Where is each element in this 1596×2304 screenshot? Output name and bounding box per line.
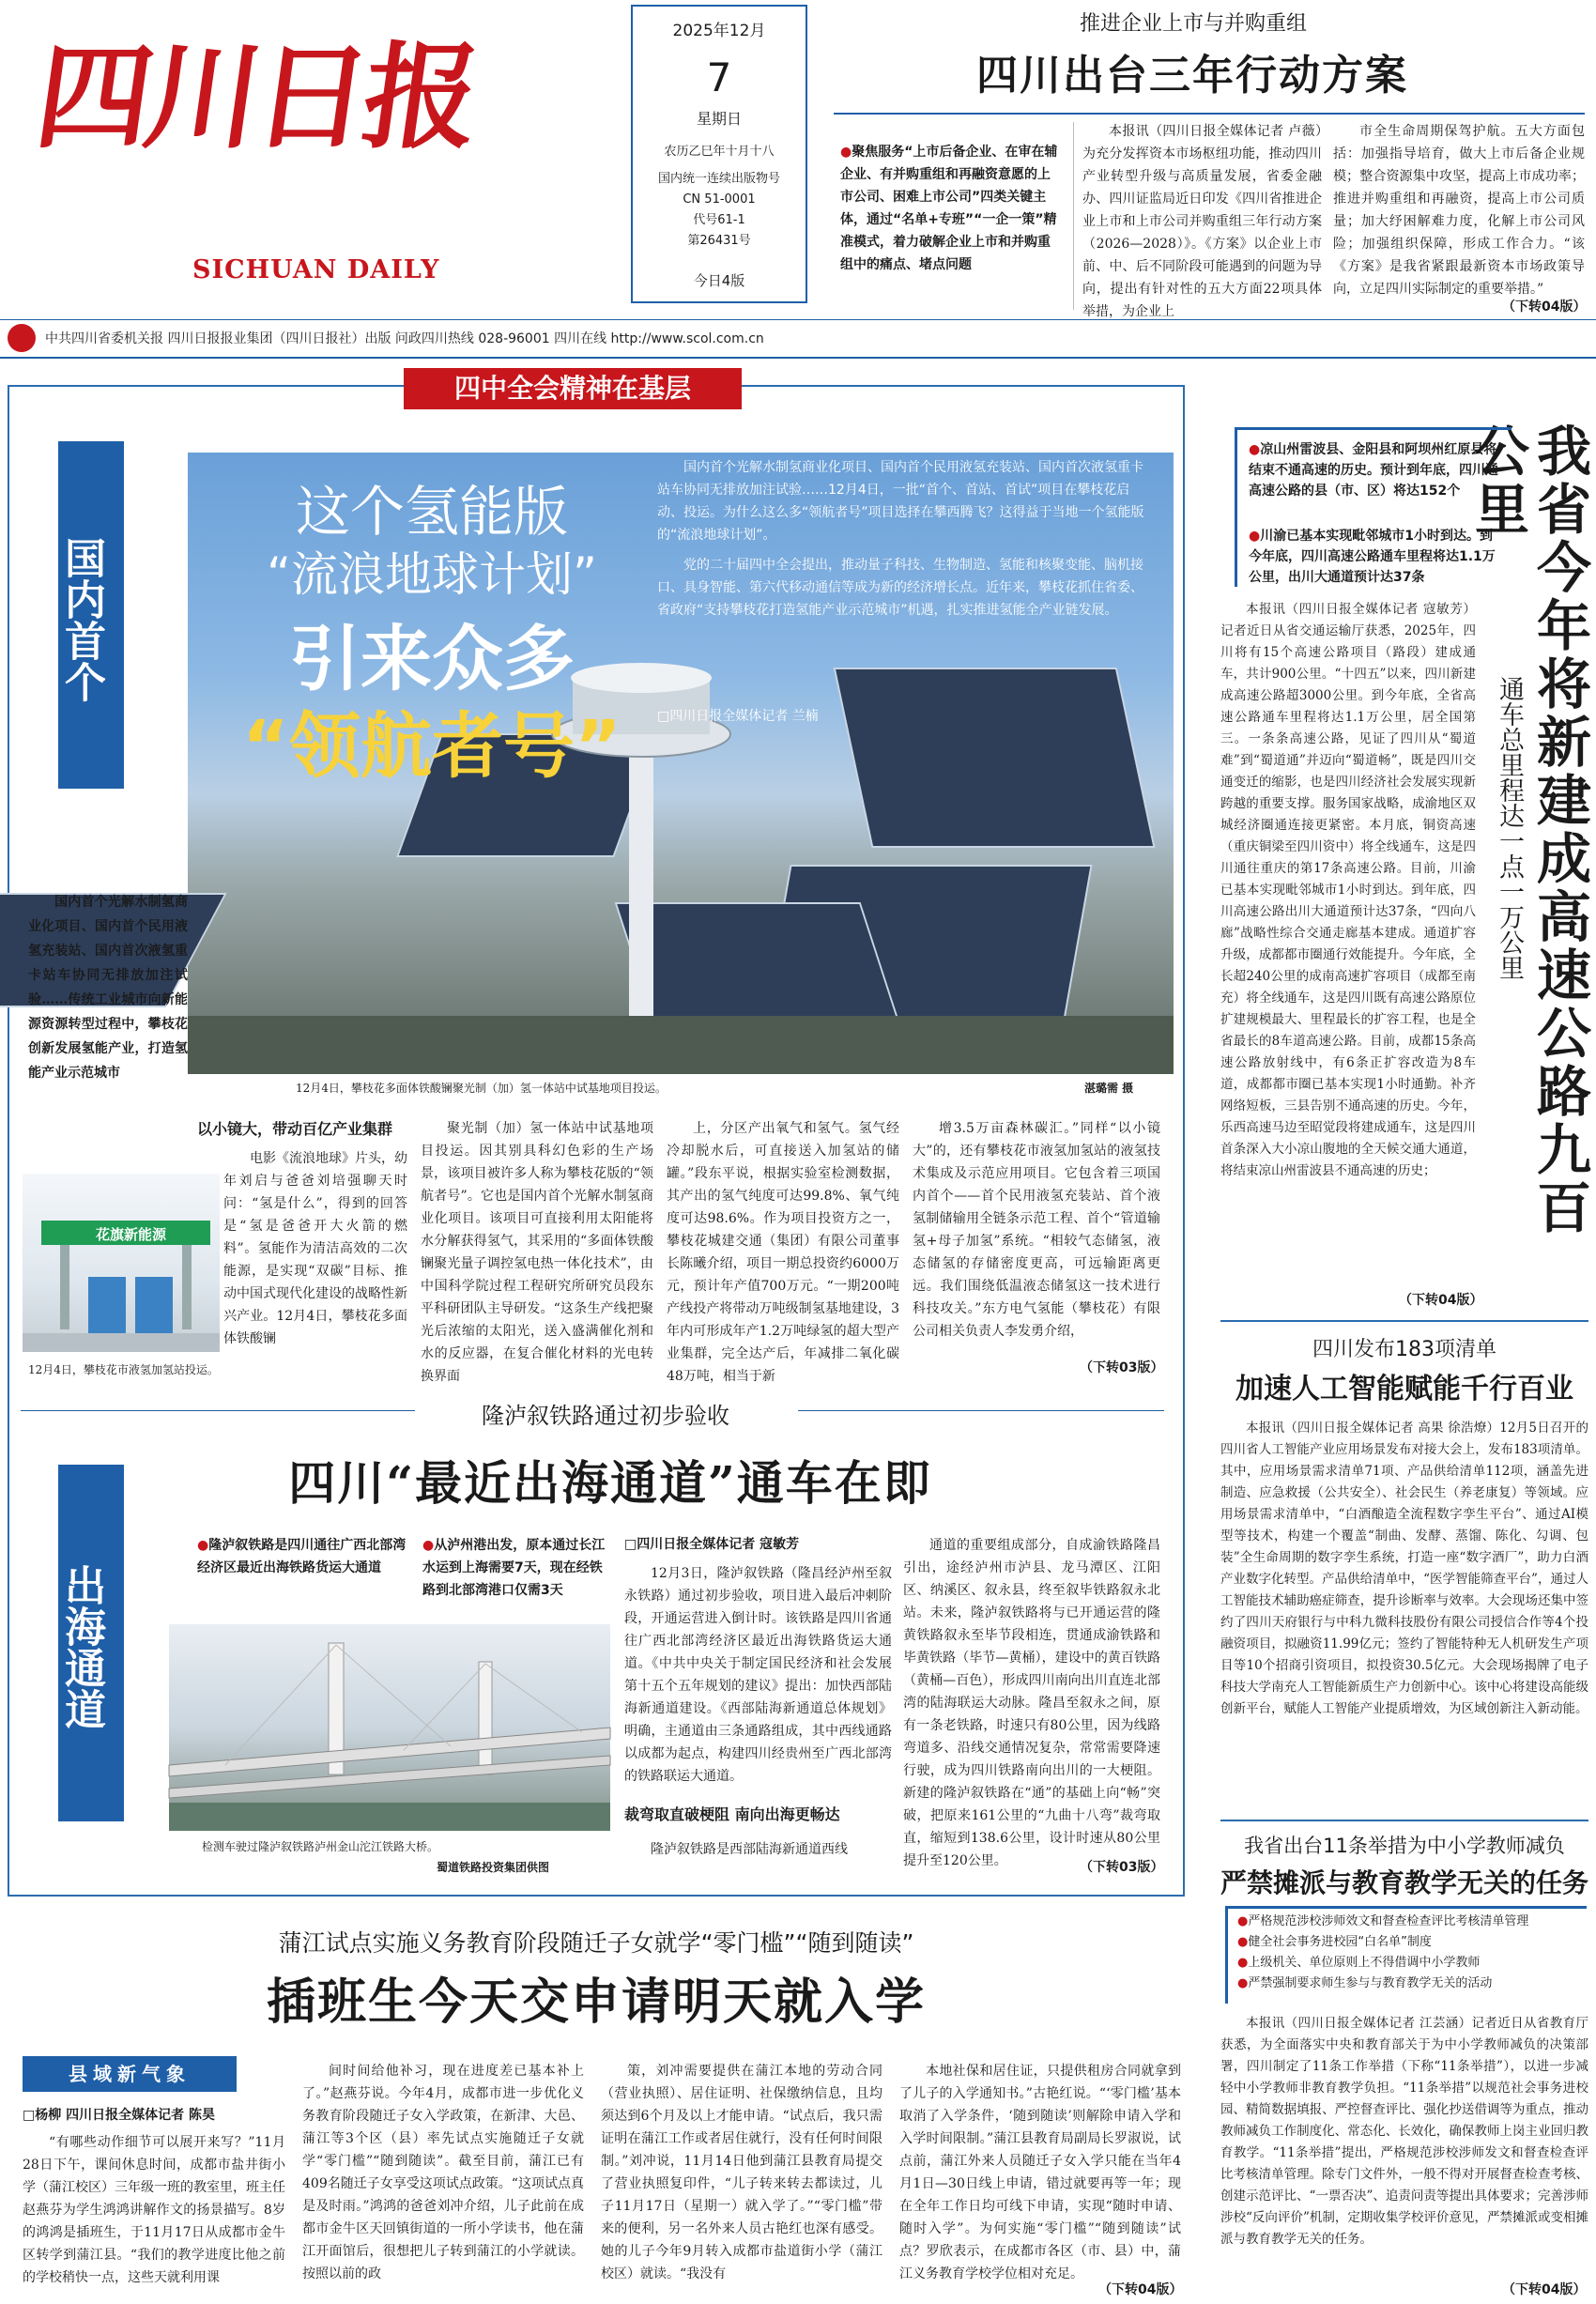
issue-lines: 国内统一连续出版物号 CN 51-0001 代号61-1 第26431号 <box>657 172 780 248</box>
publisher-bar-bottom <box>0 357 1596 359</box>
edu-bullet-2: ●健全社会事务进校园“白名单”制度 <box>1237 1935 1432 1949</box>
feature-byline: □四川日报全媒体记者 兰楠 <box>657 709 819 724</box>
masthead-english: SICHUAN DAILY <box>192 255 440 284</box>
page-count: 今日4版 <box>693 272 745 289</box>
top-story-jump: （下转04版） <box>1502 300 1587 315</box>
expressway-subhead: 通车总里程达一点一万公里 <box>1495 676 1524 980</box>
school-byline: □杨柳 四川日报全媒体记者 陈昊 <box>23 2108 215 2123</box>
date-day: 7 <box>706 54 732 100</box>
school-col-1: “有哪些动作细节可以展开来写？”11月28日下午，课间休息时间，成都市盐井街小学（蒲江校区）三年级一班的教室里，班主任赵燕芬为学生鸿鸿讲解作文的扬景描写。8岁的鸿鸿是插班生，于11月17日从成都市金牛区转学到蒲江县。“我们的教学进度比他之前的学校稍快一点，这些天就利用课 <box>23 2135 285 2285</box>
edu-headline: 严禁摊派与教育教学无关的任务 <box>1220 1867 1589 1898</box>
publisher-logo <box>8 324 36 352</box>
expressway-bullet-2: ●川渝已基本实现毗邻城市1小时到达。到今年底，四川高速公路通车里程将达1.1万公里，出川大通道预计达37条 <box>1249 529 1496 585</box>
top-story-summary: ●聚焦服务“上市后备企业、在审在辅企业、有并购重组和再融资意愿的上市公司、困难上市公司”四类关键主体，通过“名单+专班”“一企一策”精准模式，着力破解企业上市和并购重组中的痛点、堵点问题 <box>840 145 1058 272</box>
railway-photo-caption: 检测车驶过隆泸叙铁路泸州金山沱江铁路大桥。 <box>202 1840 439 1853</box>
railway-side-tag: 出海通道 <box>58 1465 124 1821</box>
school-col-3: 策，刘冲需要提供在蒲江本地的劳动合同（营业执照）、居住证明、社保缴纳信息，且均须达到6个月及以上才能申请。“试点后，我只需证明在蒲江工作或者居住就行，没有任何时间限制。”刘冲说，11月14日他到蒲江县教育局提交了营业执照复印件，“儿子转来转去都读过，儿子11月17日（星期一）就入学了。”“零门槛”带来的便利，另一名外来人员古艳红也深有感受。她的儿子今年9月转入成都市盐道街小学（蒲江校区）就读。“我没有 <box>601 2064 882 2281</box>
station-photo <box>23 1174 220 1352</box>
expressway-body: 本报讯（四川日报全媒体记者 寇敏芳）记者近日从省交通运输厅获悉，2025年，四川将有15个高速公路项目（路段）建成通车，共计900公里。“十四五”以来，四川新建成高速公路超3000公里。到今年底，全省高速公路通车里程将达1.1万公里，居全国第三。一条条高速公路，见证了四川从“蜀道难”到“蜀道通”并迈向“蜀道畅”，既是四川交通变迁的缩影，也是四川经济社会发展实现新跨越的重要支撑。服务国家战略，成渝地区双城经济圈通连接更紧密。本月底，铜资高速（重庆铜梁至四川资中）将全线通车，这是四川通往重庆的第17条高速公路。目前，川渝已基本实现毗邻城市1小时到达。到年底，四川高速公路出川大通道预计达37条，“四向八廊”战略性综合交通走廊基本建成。通道扩容升级，成都都市圈通行效能提升。今年底，全长超240公里的成南高速扩容项目（成都至南充）将全线通车，这是四川既有高速公路原位扩建规模最大、里程最长的扩容工程，也是全省最长的8车道高速公路。目前，成都15条高速公路放射线中，有6条正扩容改造为8车道，成都都市圈已基本实现1小时通勤。补齐网络短板，三县告别不通高速的历史。今年，乐西高速马边至昭觉段将建成通车，这是四川首条深入大小凉山腹地的全天候交通大通道，将结束凉山州雷波县不通高速的历史； <box>1220 602 1476 1178</box>
feature-col-b: 聚光制（加）氢一体站中试基地项目投运。因其别具科幻色彩的生产场景，该项目被许多人称为攀枝花版的“领航者号”。它也是国内首个光解水制氢商业化项目。该项目可直接利用太阳能将水分解获得氢气，其采用的“多面体铁酸镧聚光量子调控氢电热一体化技术”，由中国科学院过程工程研究所研究员段东平科研团队主导研发。“这条生产线把聚光后浓缩的太阳光，送入盛满催化剂和水的反应器，在复合催化材料的光电转换界面 <box>421 1121 653 1384</box>
feature-col-a: 电影《流浪地球》片头，幼年刘启与爸爸刘培强聊天时问：“氢是什么”，得到的回答是“氢是爸爸开大火箭的燃料”。氢能作为清洁高效的二次能源，是实现“双碳”目标、推动中国式现代化建设的战略性新兴产业。12月4日，攀枝花多面体铁酸镧 <box>223 1151 407 1346</box>
station-sign: 花旗新能源 <box>96 1226 167 1243</box>
top-story-col1: 本报讯（四川日报全媒体记者 卢薇）为充分发挥资本市场枢纽功能，推动四川产业转型升级与高质量发展，省委金融办、四川证监局近日印发《四川省推进企业上市和上市公司并购重组三年行动方案（2026—2028）》。《方案》以企业上市前、中、后不同阶段可能遇到的问题为导向，提出有针对性的五大方面22项具体举措，为企业上 <box>1082 124 1322 319</box>
bridge-illustration <box>169 1624 610 1831</box>
expressway-headline: 我省今年将新建成高速公路九百公里 <box>1466 422 1591 1237</box>
publisher-bar-top <box>0 319 1596 320</box>
edu-body: 本报讯（四川日报全媒体记者 江芸涵）记者近日从省教育厅获悉，为全面落实中央和教育部关于为中小学教师减负的决策部署，四川制定了11条工作举措（下称“11条举措”），以进一步减轻中小学教师非教育教学负担。“11条举措”以规范社会事务进校园、精简数据填报、严控督查评比、强化抄送借调等为重点，推动教师减负工作制度化、常态化、长效化，确保教师上岗主业回归教育教学。“11条举措”提出，严格规范涉校涉师发文和督查检查评比考核清单管理。除专门文件外，一般不得对开展督查检查考核、创建示范评比、“一票否决”、追责问责等提出具体要求；完善涉师涉校“反向评价”机制，定期收集学校评价意见，严禁摊派或变相摊派与教育教学无关的任务。 <box>1220 2016 1588 2247</box>
ai-headline: 加速人工智能赋能千行百业 <box>1235 1373 1573 1405</box>
school-headline: 插班生今天交申请明天就入学 <box>266 1974 926 2031</box>
feature-title-4: “领航者号” <box>242 704 622 788</box>
railway-col-2: 通道的重要组成部分，自成渝铁路隆昌引出，途经泸州市泸县、龙马潭区、江阳区、纳溪区、叙永县，终至叙毕铁路叙永北站。未来，隆泸叙铁路将与已开通运营的隆黄铁路叙永至毕节段相连，贯通成渝铁路和毕黄铁路（毕节—黄桶），建设中的黄百铁路（黄桶—百色），形成四川南向出川直连北部湾的陆海联运大动脉。隆昌至叙永之间，原有一条老铁路，时速只有80公里，因为线路弯道多、沿线交通情况复杂，常常需要降速行驶，成为四川铁路南向出川的一大梗阻。新建的隆泸叙铁路在“通”的基础上向“畅”突破，把原来161公里的“九曲十八弯”裁弯取直，缩短到138.6公里，设计时速从80公里提升至120公里。 <box>903 1538 1160 1868</box>
edu-bullet-1: ●严格规范涉校涉师效文和督查检查评比考核清单管理 <box>1237 1914 1529 1928</box>
station-illustration <box>23 1174 220 1352</box>
feature-jump: （下转03版） <box>1080 1360 1164 1375</box>
publisher-line: 中共四川省委机关报 四川日报报业集团（四川日报社）出版 问政四川热线 028-96001 四川在线 http://www.scol.com.cn <box>45 331 764 346</box>
school-col-4: 本地社保和居住证，只提供租房合同就拿到了儿子的入学通知书。”古艳红说。“‘零门槛’基本取消了入学条件，‘随到随读’则解除申请入学和入学时间限制。”蒲江县教育局副局长罗淑说，试点前，蒲江外来人员随迁子女入学只能在当年4月1日—30日线上申请，错过就要再等一年；现在全年工作日均可线下申请，实现“随时申请、随时入学”。为何实施“零门槛”“随到随读”试点？罗欣表示，在成都市各区（市、县）中，蒲江义务教育学校学位相对充足。 <box>899 2064 1181 2281</box>
expressway-jump: （下转04版） <box>1399 1293 1483 1308</box>
edu-bullet-3: ●上级机关、单位原则上不得借调中小学教师 <box>1237 1956 1481 1970</box>
railway-bullet-1: ●隆泸叙铁路是四川通往广西北部湾经济区最近出海铁路货运大通道 <box>197 1538 407 1575</box>
ai-body: 本报讯（四川日报全媒体记者 高果 徐浩燎）12月5日召开的四川省人工智能产业应用场景发布对接大会上，发布183项清单。其中，应用场景需求清单71项、产品供给清单112项，涵盖先进制造、应急救援（公共安全）、社会民生（养老康复）等领域。应用场景需求清单中，“白酒酿造全流程数字孪生平台”、通过AI模型等技术，构建一个覆盖“制曲、发酵、蒸馏、陈化、勾调、包装”全生命周期的数字孪生系统，打造一座“数字酒厂”，助力白酒产业数字化转型。产品供给清单中，“医学智能筛查平台”，通过人工智能技术辅助癌症筛查，提升诊断率与效率。大会现场还集中签约了四川天府银行与中科九微科技股份有限公司授信合作等4个投融资项目，拟融资11.99亿元；签约了智能特种无人机研发生产项目等10个招商引资项目，拟投资30.5亿元。大会现场揭牌了电子科技大学南充人工智能新质生产力创新中心。该中心将建设高能级创新平台，赋能人工智能产业提质增效，为区域创新注入新动能。 <box>1220 1421 1588 1716</box>
edu-bullet-4: ●严禁强制要求师生参与与教育教学无关的活动 <box>1237 1976 1493 1990</box>
date-line: 2025年12月 <box>672 22 766 40</box>
school-tag: 县域新气象 <box>23 2056 237 2092</box>
railway-col-1b: 隆泸叙铁路是西部陆海新通道西线 <box>651 1842 848 1857</box>
school-col-2: 间时间给他补习，现在进度差已基本补上了。”赵燕芬说。今年4月，成都市进一步优化义务教育阶段随迁子女入学政策，在新津、大邑、蒲江等3个区（县）率先试点实施随迁子女就学“零门槛”“随到随读”。截至目前，蒲江已有409名随迁子女享受这项试点政策。“这项试点真是及时雨。”鸿鸿的爸爸刘冲介绍，儿子此前在成都市金牛区天回镇街道的一所小学读书，他在蒲江开面馆后，很想把儿子转到蒲江的小学就读。按照以前的政 <box>302 2064 584 2281</box>
top-story-kicker: 推进企业上市与并购重组 <box>1080 12 1308 36</box>
top-story-col2: 市全生命周期保驾护航。五大方面包括：加强指导培育，做大上市后备企业规模；整合资源集中攻坚，提高上市成功率；推进并购重组和再融资，提高上市公司质量；加大纾困解难力度，化解上市公司风险；加强组织保障，形成工作合力。“该《方案》是我省紧跟最新资本市场政策导向，立足四川实际制定的重要举措。” <box>1333 124 1585 297</box>
top-story-divider <box>834 113 1585 115</box>
expressway-bullet-1: ●凉山州雷波县、金阳县和阿坝州红原县将结束不通高速的历史。预计到年底，四川通高速公路的县（市、区）将达152个 <box>1249 442 1498 499</box>
railway-byline: □四川日报全媒体记者 寇敏芳 <box>624 1537 800 1552</box>
feature-photo-credit: 湛璐需 摄 <box>1084 1082 1134 1095</box>
feature-title-2: “流浪地球计划” <box>267 547 597 602</box>
feature-col-d: 增3.5万亩森林碳汇。”同样“以小镜大”的，还有攀枝花市液氢加氢站的液氢技术集成及示范应用项目。它包含着三项国内首个——首个民用液氢充装站、首个液氢制储输用全链条示范工程、首个“管道输氢+母子加氢”系统。“相较气态储氢，液态储氢的存储密度更高，可远输距离更远。我们围绕低温液态储氢这一技术进行科技攻关。”东方电气氢能（攀枝花）有限公司相关负责人李发勇介绍， <box>913 1121 1160 1339</box>
railway-kicker: 隆泸叙铁路通过初步验收 <box>482 1403 729 1429</box>
weekday: 星期日 <box>696 110 742 128</box>
top-story-headline: 四川出台三年行动方案 <box>976 52 1408 100</box>
railway-photo <box>169 1624 610 1831</box>
right-divider-2 <box>1220 1820 1588 1821</box>
railway-photo-credit: 蜀道铁路投资集团供图 <box>437 1861 550 1874</box>
feature-banner: 四中全会精神在基层 <box>404 368 742 409</box>
feature-intro: 国内首个光解水制氢商业化项目、国内首个民用液氢充装站、国内首次液氢重卡站车协同无排放加注试验……12月4日，一批“首个、首站、首试”项目在攀枝花启动、投运。为什么这么多“领航者号”项目选择在攀西腾飞？这得益于当地一个氢能版的“流浪地球计划”。 党的二十届四中全会提出，推动量子科技、生物制造、氢能和核聚变能、脑机接口、具身智能、第六代移动通信等成为新的经济增长点。近年来，攀枝花抓住省委、省政府“支持攀枝花打造氢能产业示范城市”机遇，扎实推进氢能全产业链发展。 <box>657 460 1144 618</box>
feature-subhead: 以小镜大，带动百亿产业集群 <box>197 1120 393 1138</box>
railway-headline: 四川“最近出海通道”通车在即 <box>288 1455 932 1511</box>
feature-side-tag: 国内首个 <box>58 441 124 789</box>
railway-rule-right <box>798 1410 1164 1411</box>
school-kicker: 蒲江试点实施义务教育阶段随迁子女就学“零门槛”“随到随读” <box>278 1929 914 1957</box>
feature-title-1: 这个氢能版 <box>295 480 568 544</box>
ai-kicker: 四川发布183项清单 <box>1312 1338 1496 1361</box>
feature-title-3: 引来众多 <box>289 617 575 700</box>
edu-kicker: 我省出台11条举措为中小学教师减负 <box>1244 1835 1565 1857</box>
right-divider-1 <box>1220 1320 1588 1322</box>
railway-col-1: 12月3日，隆泸叙铁路（隆昌经泸州至叙永铁路）通过初步验收，项目进入最后冲刺阶段，开通运营进入倒计时。该铁路是四川省通往广西北部湾经济区最近出海铁路货运大通道。《中共中央关于制定国民经济和社会发展第十五个五年规划的建议》提出：加快西部陆海新通道建设。《西部陆海新通道总体规划》明确，主通道由三条通路组成，其中西线通路以成都为起点，构建四川经贵州至广西北部湾的铁路联运大通道。 <box>624 1566 892 1784</box>
railway-rule-left <box>21 1410 415 1411</box>
school-jump: （下转04版） <box>1098 2282 1183 2297</box>
station-caption: 12月4日，攀枝花市液氢加氢站投运。 <box>28 1363 219 1376</box>
feature-side-summary: 国内首个光解水制氢商业化项目、国内首个民用液氢充装站、国内首次液氢重卡站车协同无排放加注试验……传统工业城市向新能源资源转型过程中，攀枝花创新发展氢能产业，打造氢能产业示范城市 <box>28 895 188 1081</box>
top-col-rule <box>1073 122 1074 310</box>
masthead-logo: 四川日报 <box>27 29 483 164</box>
railway-jump: （下转03版） <box>1080 1860 1164 1875</box>
edu-jump: （下转04版） <box>1502 2282 1587 2297</box>
feature-photo-caption: 12月4日，攀枝花多面体铁酸镧聚光制（加）氢一体站中试基地项目投运。 <box>296 1082 667 1095</box>
railway-bullet-2: ●从泸州港出发，原本通过长江水运到上海需要7天，现在经铁路到北部湾港口仅需3天 <box>422 1538 606 1598</box>
feature-title-block <box>235 479 629 789</box>
lunar-date: 农历乙巳年十月十八 <box>664 145 775 159</box>
feature-col-c: 上，分区产出氧气和氢气。氢气经冷却脱水后，可直接送入加氢站的储罐。”段东平说，根据实验室检测数据，其产出的氢气纯度可达99.8%、氧气纯度可达98.6%。作为项目投资方之一，攀枝花城建交通（集团）有限公司董事长陈曦介绍，项目一期总投资约6000万元，预计年产值700万元。“一期200吨产线投产将带动万吨级制氢基地建设，3年内可形成年产1.2万吨绿氢的超大型产业集群，完全达产后，年减排二氧化碳48万吨，相当于新 <box>667 1121 899 1384</box>
railway-subhead: 裁弯取直破梗阻 南向出海更畅达 <box>624 1805 840 1823</box>
